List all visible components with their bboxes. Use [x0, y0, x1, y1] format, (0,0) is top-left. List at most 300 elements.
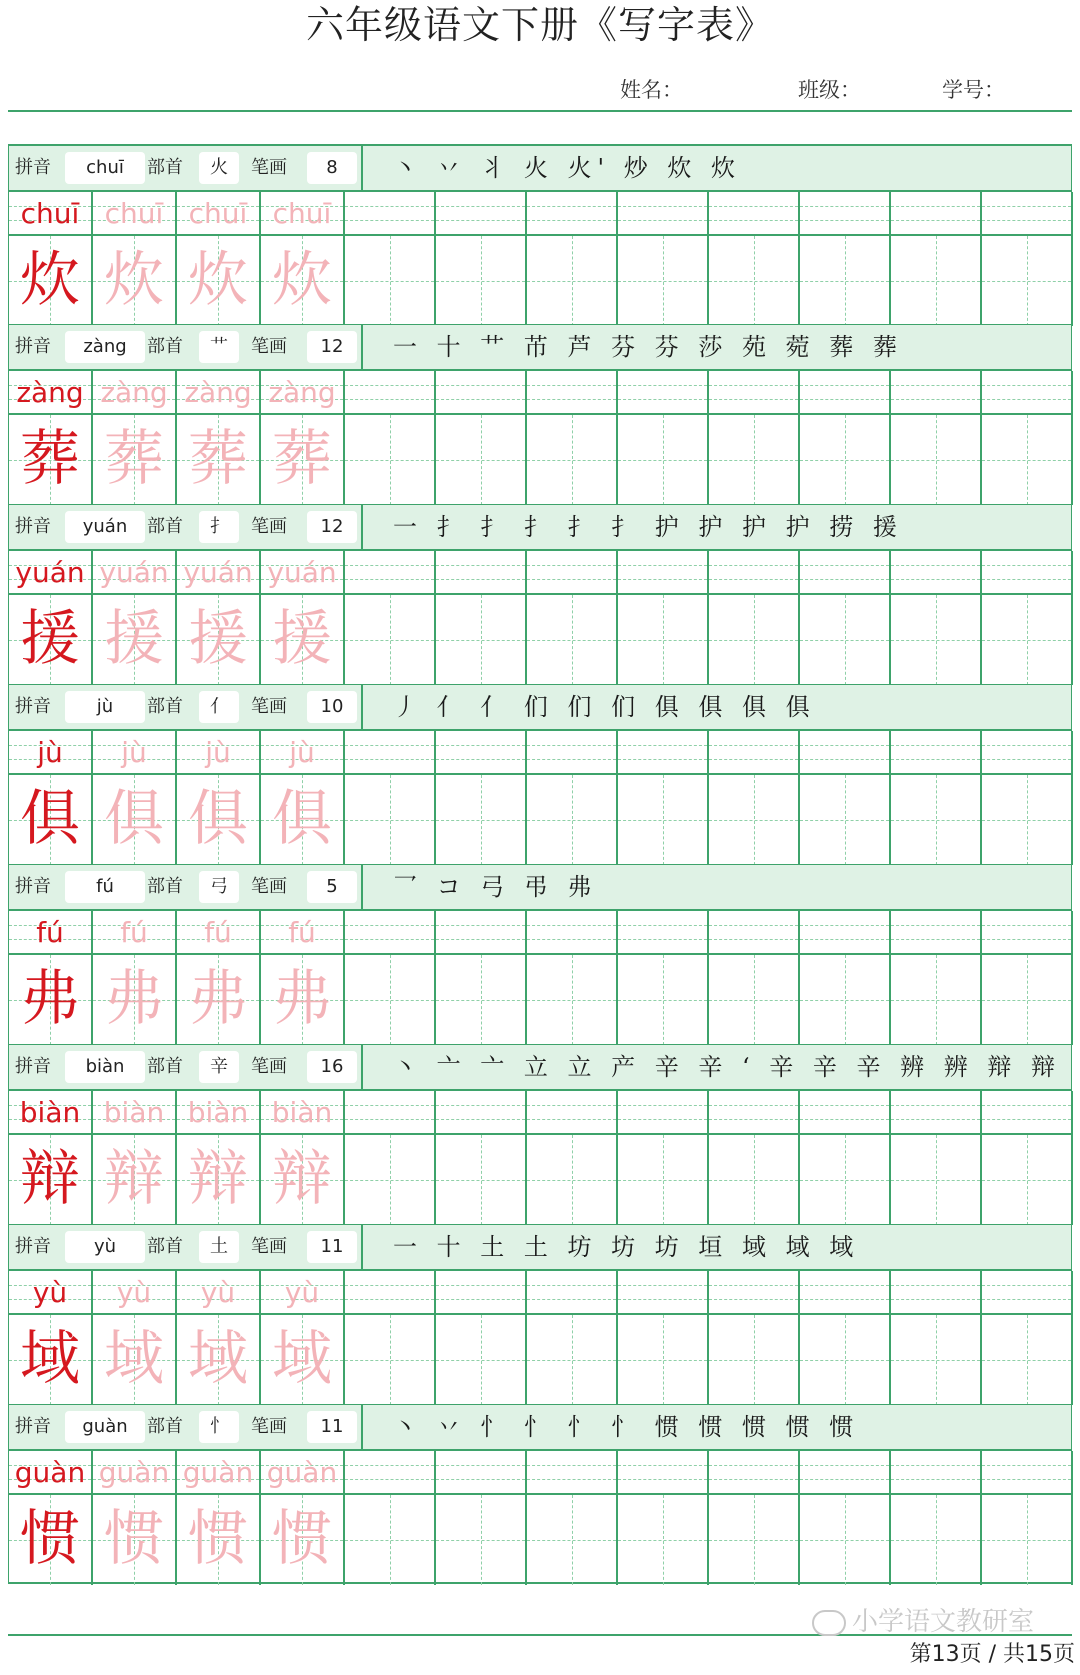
pinyin-cell: [709, 551, 798, 595]
strokes-value: 11: [307, 1411, 357, 1443]
blank-cell: [618, 911, 709, 1045]
tianzige-cell: [9, 236, 91, 326]
pinyin-cell: [261, 192, 343, 236]
pinyin-cell: [9, 1451, 91, 1495]
blank-cell: [436, 192, 527, 326]
tianzige-cell: [527, 775, 616, 865]
tianzige-cell: [93, 1495, 175, 1585]
character-block: [8, 504, 1072, 684]
pinyin-cell: [9, 1271, 91, 1315]
student-number-label: 学号：: [942, 78, 1005, 102]
pinyin-sample: yuán: [15, 556, 85, 589]
blank-cell: [800, 911, 891, 1045]
blank-cell: [345, 911, 436, 1045]
pinyin-cell: [9, 192, 91, 236]
strokes-value: 8: [307, 152, 357, 184]
trace-cell: [177, 192, 261, 326]
pinyin-cell: [177, 911, 259, 955]
tianzige-cell: [982, 775, 1071, 865]
character-info-row: [9, 865, 1071, 911]
blank-cell: [800, 731, 891, 865]
pinyin-cell: [527, 1091, 616, 1135]
blank-cell: [527, 911, 618, 1045]
pinyin-cell: [527, 911, 616, 955]
sample-cell: [9, 911, 93, 1045]
pinyin-cell: [618, 1271, 707, 1315]
pinyin-cell: [800, 911, 889, 955]
blank-cell: [800, 192, 891, 326]
tianzige-cell: [9, 415, 91, 505]
strokes-value: 5: [307, 871, 357, 903]
pinyin-cell: [345, 192, 434, 236]
character-trace: 域: [188, 1324, 248, 1394]
tianzige-cell: [9, 595, 91, 685]
trace-cell: [261, 1091, 345, 1225]
tianzige-cell: [527, 1315, 616, 1405]
tianzige-cell: [527, 595, 616, 685]
blank-cell: [709, 1271, 800, 1405]
blank-cell: [891, 731, 982, 865]
pinyin-label: 拼音: [15, 876, 51, 897]
pinyin-cell: [982, 192, 1071, 236]
radical-value: 忄: [199, 1411, 239, 1443]
strokes-value: 10: [307, 691, 357, 723]
tianzige-cell: [9, 1135, 91, 1225]
pinyin-sample: zàng: [16, 376, 84, 409]
pinyin-label: 拼音: [15, 157, 51, 178]
character-trace: 辩: [272, 1144, 332, 1214]
blank-cell: [436, 1271, 527, 1405]
pinyin-value: fú: [65, 871, 145, 903]
pinyin-cell: [436, 192, 525, 236]
trace-cell: [261, 551, 345, 685]
tianzige-cell: [709, 955, 798, 1045]
strokes-label: 笔画: [251, 336, 287, 357]
tianzige-cell: [177, 595, 259, 685]
pinyin-trace: yù: [284, 1276, 320, 1309]
pinyin-cell: [891, 1091, 980, 1135]
tianzige-cell: [800, 236, 889, 326]
tianzige-cell: [709, 415, 798, 505]
radical-value: 弓: [199, 871, 239, 903]
pinyin-sample: yù: [32, 1276, 68, 1309]
tianzige-cell: [982, 1315, 1071, 1405]
blank-cell: [709, 371, 800, 505]
radical-label: 部首: [147, 336, 183, 357]
tianzige-cell: [177, 1495, 259, 1585]
pinyin-trace: yuán: [99, 556, 169, 589]
character-block: [8, 144, 1072, 324]
strokes-label: 笔画: [251, 696, 287, 717]
blank-cell: [982, 1091, 1073, 1225]
pinyin-cell: [527, 551, 616, 595]
blank-cell: [618, 731, 709, 865]
blank-cell: [709, 551, 800, 685]
radical-value: 辛: [199, 1051, 239, 1083]
tianzige-cell: [345, 1315, 434, 1405]
tianzige-cell: [800, 1135, 889, 1225]
tianzige-cell: [982, 955, 1071, 1045]
tianzige-cell: [709, 1495, 798, 1585]
stroke-order-sequence: 丶 丷 忄 忄 忄 忄 惯 惯 惯 惯 惯: [393, 1413, 860, 1441]
character-trace: 弗: [272, 964, 332, 1034]
tianzige-cell: [891, 1495, 980, 1585]
practice-grid: [9, 551, 1071, 685]
pinyin-trace: guàn: [266, 1456, 338, 1489]
practice-grid: [9, 911, 1071, 1045]
tianzige-cell: [9, 955, 91, 1045]
character-block: [8, 324, 1072, 504]
blank-cell: [709, 192, 800, 326]
pinyin-cell: [800, 371, 889, 415]
character-trace: 援: [272, 604, 332, 674]
pinyin-cell: [891, 1271, 980, 1315]
blank-cell: [800, 551, 891, 685]
name-label: 姓名：: [620, 78, 683, 102]
tianzige-cell: [177, 775, 259, 865]
blank-cell: [709, 1451, 800, 1585]
pinyin-cell: [982, 731, 1071, 775]
strokes-value: 11: [307, 1231, 357, 1263]
character-sample: 援: [20, 604, 80, 674]
pinyin-cell: [261, 551, 343, 595]
pinyin-cell: [891, 192, 980, 236]
blank-cell: [709, 1091, 800, 1225]
blank-cell: [436, 731, 527, 865]
radical-value: 土: [199, 1231, 239, 1263]
tianzige-cell: [345, 415, 434, 505]
radical-value: 艹: [199, 331, 239, 363]
pinyin-cell: [800, 1271, 889, 1315]
pinyin-cell: [618, 1091, 707, 1135]
pinyin-cell: [527, 1451, 616, 1495]
blank-cell: [982, 371, 1073, 505]
tianzige-cell: [177, 1135, 259, 1225]
stroke-order-sequence: 丿 亻 亻 们 们 们 俱 俱 俱 俱: [393, 693, 816, 721]
character-block: [8, 684, 1072, 864]
pinyin-cell: [177, 731, 259, 775]
tianzige-cell: [177, 955, 259, 1045]
tianzige-cell: [527, 955, 616, 1045]
tianzige-cell: [982, 595, 1071, 685]
character-block: [8, 1404, 1072, 1584]
pinyin-trace: fú: [288, 916, 316, 949]
pinyin-cell: [982, 551, 1071, 595]
practice-grid: [9, 1451, 1071, 1585]
character-block: [8, 1044, 1072, 1224]
blank-cell: [891, 1091, 982, 1225]
writing-sheet: [8, 144, 1072, 1584]
pinyin-trace: zàng: [100, 376, 168, 409]
pinyin-label: 拼音: [15, 336, 51, 357]
character-block: [8, 864, 1072, 1044]
pinyin-cell: [800, 1451, 889, 1495]
pinyin-cell: [800, 1091, 889, 1135]
pinyin-cell: [177, 1091, 259, 1135]
pinyin-cell: [436, 551, 525, 595]
pinyin-cell: [9, 1091, 91, 1135]
tianzige-cell: [261, 1315, 343, 1405]
character-trace: 炊: [104, 245, 164, 315]
trace-cell: [177, 1271, 261, 1405]
pinyin-trace: fú: [204, 916, 232, 949]
tianzige-cell: [982, 1495, 1071, 1585]
radical-label: 部首: [147, 516, 183, 537]
pinyin-cell: [177, 1271, 259, 1315]
trace-cell: [177, 731, 261, 865]
blank-cell: [709, 731, 800, 865]
pinyin-trace: guàn: [98, 1456, 170, 1489]
tianzige-cell: [93, 595, 175, 685]
trace-cell: [93, 1091, 177, 1225]
character-sample: 域: [20, 1324, 80, 1394]
character-info-row: [9, 1045, 1071, 1091]
blank-cell: [891, 1451, 982, 1585]
tianzige-cell: [345, 595, 434, 685]
sample-cell: [9, 1271, 93, 1405]
pinyin-cell: [261, 731, 343, 775]
pinyin-cell: [527, 371, 616, 415]
pinyin-cell: [93, 192, 175, 236]
tianzige-cell: [9, 1315, 91, 1405]
character-trace: 辩: [104, 1144, 164, 1214]
trace-cell: [93, 192, 177, 326]
pinyin-cell: [93, 731, 175, 775]
trace-cell: [177, 371, 261, 505]
strokes-label: 笔画: [251, 1416, 287, 1437]
blank-cell: [982, 192, 1073, 326]
tianzige-cell: [709, 236, 798, 326]
practice-grid: [9, 371, 1071, 505]
character-trace: 炊: [188, 245, 248, 315]
pinyin-cell: [709, 1451, 798, 1495]
pinyin-cell: [9, 731, 91, 775]
pinyin-cell: [709, 371, 798, 415]
blank-cell: [618, 1091, 709, 1225]
tianzige-cell: [93, 955, 175, 1045]
pinyin-cell: [618, 731, 707, 775]
practice-grid: [9, 1091, 1071, 1225]
blank-cell: [345, 1271, 436, 1405]
blank-cell: [436, 371, 527, 505]
pinyin-value: jù: [65, 691, 145, 723]
pinyin-cell: [527, 1271, 616, 1315]
character-sample: 炊: [20, 245, 80, 315]
tianzige-cell: [527, 236, 616, 326]
pinyin-cell: [982, 1271, 1071, 1315]
blank-cell: [345, 371, 436, 505]
tianzige-cell: [93, 1135, 175, 1225]
pinyin-cell: [93, 1451, 175, 1495]
character-trace: 域: [272, 1324, 332, 1394]
stroke-order-sequence: 一 十 土 土 坊 坊 坊 垣 域 域 域: [393, 1233, 860, 1261]
character-trace: 弗: [188, 964, 248, 1034]
practice-grid: [9, 731, 1071, 865]
pinyin-sample: chuī: [20, 197, 80, 230]
pinyin-trace: zàng: [268, 376, 336, 409]
blank-cell: [436, 911, 527, 1045]
tianzige-cell: [345, 775, 434, 865]
trace-cell: [261, 1451, 345, 1585]
tianzige-cell: [436, 775, 525, 865]
pinyin-trace: yù: [200, 1276, 236, 1309]
blank-cell: [527, 371, 618, 505]
tianzige-cell: [618, 775, 707, 865]
wechat-icon: [812, 1610, 846, 1636]
radical-label: 部首: [147, 1416, 183, 1437]
blank-cell: [800, 1091, 891, 1225]
blank-cell: [527, 1091, 618, 1225]
practice-grid: [9, 1271, 1071, 1405]
pinyin-cell: [891, 1451, 980, 1495]
pinyin-cell: [345, 371, 434, 415]
pinyin-cell: [177, 192, 259, 236]
tianzige-cell: [891, 236, 980, 326]
pinyin-trace: yuán: [267, 556, 337, 589]
character-trace: 域: [104, 1324, 164, 1394]
character-trace: 弗: [104, 964, 164, 1034]
tianzige-cell: [436, 1135, 525, 1225]
pinyin-cell: [800, 192, 889, 236]
trace-cell: [261, 192, 345, 326]
tianzige-cell: [982, 236, 1071, 326]
character-trace: 俱: [272, 784, 332, 854]
pinyin-cell: [345, 731, 434, 775]
pinyin-cell: [93, 1091, 175, 1135]
radical-value: 火: [199, 152, 239, 184]
strokes-label: 笔画: [251, 1236, 287, 1257]
pinyin-value: zàng: [65, 331, 145, 363]
radical-value: 扌: [199, 511, 239, 543]
blank-cell: [891, 371, 982, 505]
pinyin-sample: jù: [37, 736, 63, 769]
tianzige-cell: [618, 236, 707, 326]
pinyin-value: chuī: [65, 152, 145, 184]
pinyin-cell: [618, 1451, 707, 1495]
pinyin-trace: chuī: [188, 197, 248, 230]
trace-cell: [93, 371, 177, 505]
pinyin-label: 拼音: [15, 1416, 51, 1437]
pinyin-cell: [618, 192, 707, 236]
info-fields: [9, 146, 363, 190]
practice-grid: [9, 192, 1071, 326]
pinyin-trace: chuī: [104, 197, 164, 230]
pinyin-cell: [800, 731, 889, 775]
character-trace: 辩: [188, 1144, 248, 1214]
radical-value: 亻: [199, 691, 239, 723]
tianzige-cell: [261, 775, 343, 865]
character-sample: 俱: [20, 784, 80, 854]
blank-cell: [527, 551, 618, 685]
pinyin-cell: [261, 371, 343, 415]
radical-label: 部首: [147, 696, 183, 717]
trace-cell: [177, 911, 261, 1045]
blank-cell: [891, 911, 982, 1045]
trace-cell: [93, 911, 177, 1045]
pinyin-cell: [800, 551, 889, 595]
pinyin-trace: biàn: [103, 1096, 165, 1129]
tianzige-cell: [261, 1135, 343, 1225]
character-sample: 弗: [20, 964, 80, 1034]
tianzige-cell: [436, 415, 525, 505]
tianzige-cell: [436, 1495, 525, 1585]
info-fields: [9, 685, 363, 729]
tianzige-cell: [527, 415, 616, 505]
tianzige-cell: [93, 775, 175, 865]
blank-cell: [436, 1091, 527, 1225]
pinyin-cell: [618, 551, 707, 595]
pinyin-cell: [527, 192, 616, 236]
watermark: [812, 1608, 1052, 1636]
pinyin-cell: [93, 551, 175, 595]
tianzige-cell: [982, 415, 1071, 505]
trace-cell: [177, 551, 261, 685]
blank-cell: [800, 1451, 891, 1585]
pinyin-trace: zàng: [184, 376, 252, 409]
tianzige-cell: [436, 1315, 525, 1405]
radical-label: 部首: [147, 1236, 183, 1257]
pinyin-trace: biàn: [187, 1096, 249, 1129]
pinyin-cell: [527, 731, 616, 775]
page-number: 第13页 / 共15页: [909, 1642, 1075, 1667]
pinyin-cell: [982, 1091, 1071, 1135]
blank-cell: [891, 1271, 982, 1405]
tianzige-cell: [618, 1495, 707, 1585]
strokes-label: 笔画: [251, 516, 287, 537]
info-fields: [9, 1225, 363, 1269]
pinyin-cell: [709, 731, 798, 775]
character-trace: 援: [104, 604, 164, 674]
blank-cell: [527, 1271, 618, 1405]
trace-cell: [177, 1091, 261, 1225]
character-info-row: [9, 146, 1071, 192]
sample-cell: [9, 731, 93, 865]
pinyin-cell: [177, 371, 259, 415]
strokes-value: 12: [307, 331, 357, 363]
tianzige-cell: [891, 955, 980, 1045]
pinyin-trace: biàn: [271, 1096, 333, 1129]
pinyin-trace: yù: [116, 1276, 152, 1309]
tianzige-cell: [891, 1315, 980, 1405]
pinyin-cell: [891, 911, 980, 955]
pinyin-sample: biàn: [19, 1096, 81, 1129]
character-trace: 俱: [104, 784, 164, 854]
blank-cell: [982, 731, 1073, 865]
tianzige-cell: [891, 775, 980, 865]
info-fields: [9, 325, 363, 369]
pinyin-cell: [261, 1091, 343, 1135]
pinyin-label: 拼音: [15, 1056, 51, 1077]
trace-cell: [261, 911, 345, 1045]
tianzige-cell: [436, 236, 525, 326]
tianzige-cell: [618, 1315, 707, 1405]
pinyin-value: yù: [65, 1231, 145, 1263]
blank-cell: [891, 192, 982, 326]
page-title: 六年级语文下册《写字表》: [305, 3, 774, 47]
sample-cell: [9, 192, 93, 326]
tianzige-cell: [345, 955, 434, 1045]
radical-label: 部首: [147, 876, 183, 897]
pinyin-cell: [261, 911, 343, 955]
tianzige-cell: [93, 1315, 175, 1405]
tianzige-cell: [177, 236, 259, 326]
tianzige-cell: [177, 415, 259, 505]
tianzige-cell: [261, 1495, 343, 1585]
character-trace: 俱: [188, 784, 248, 854]
blank-cell: [527, 731, 618, 865]
pinyin-cell: [177, 1451, 259, 1495]
tianzige-cell: [800, 595, 889, 685]
